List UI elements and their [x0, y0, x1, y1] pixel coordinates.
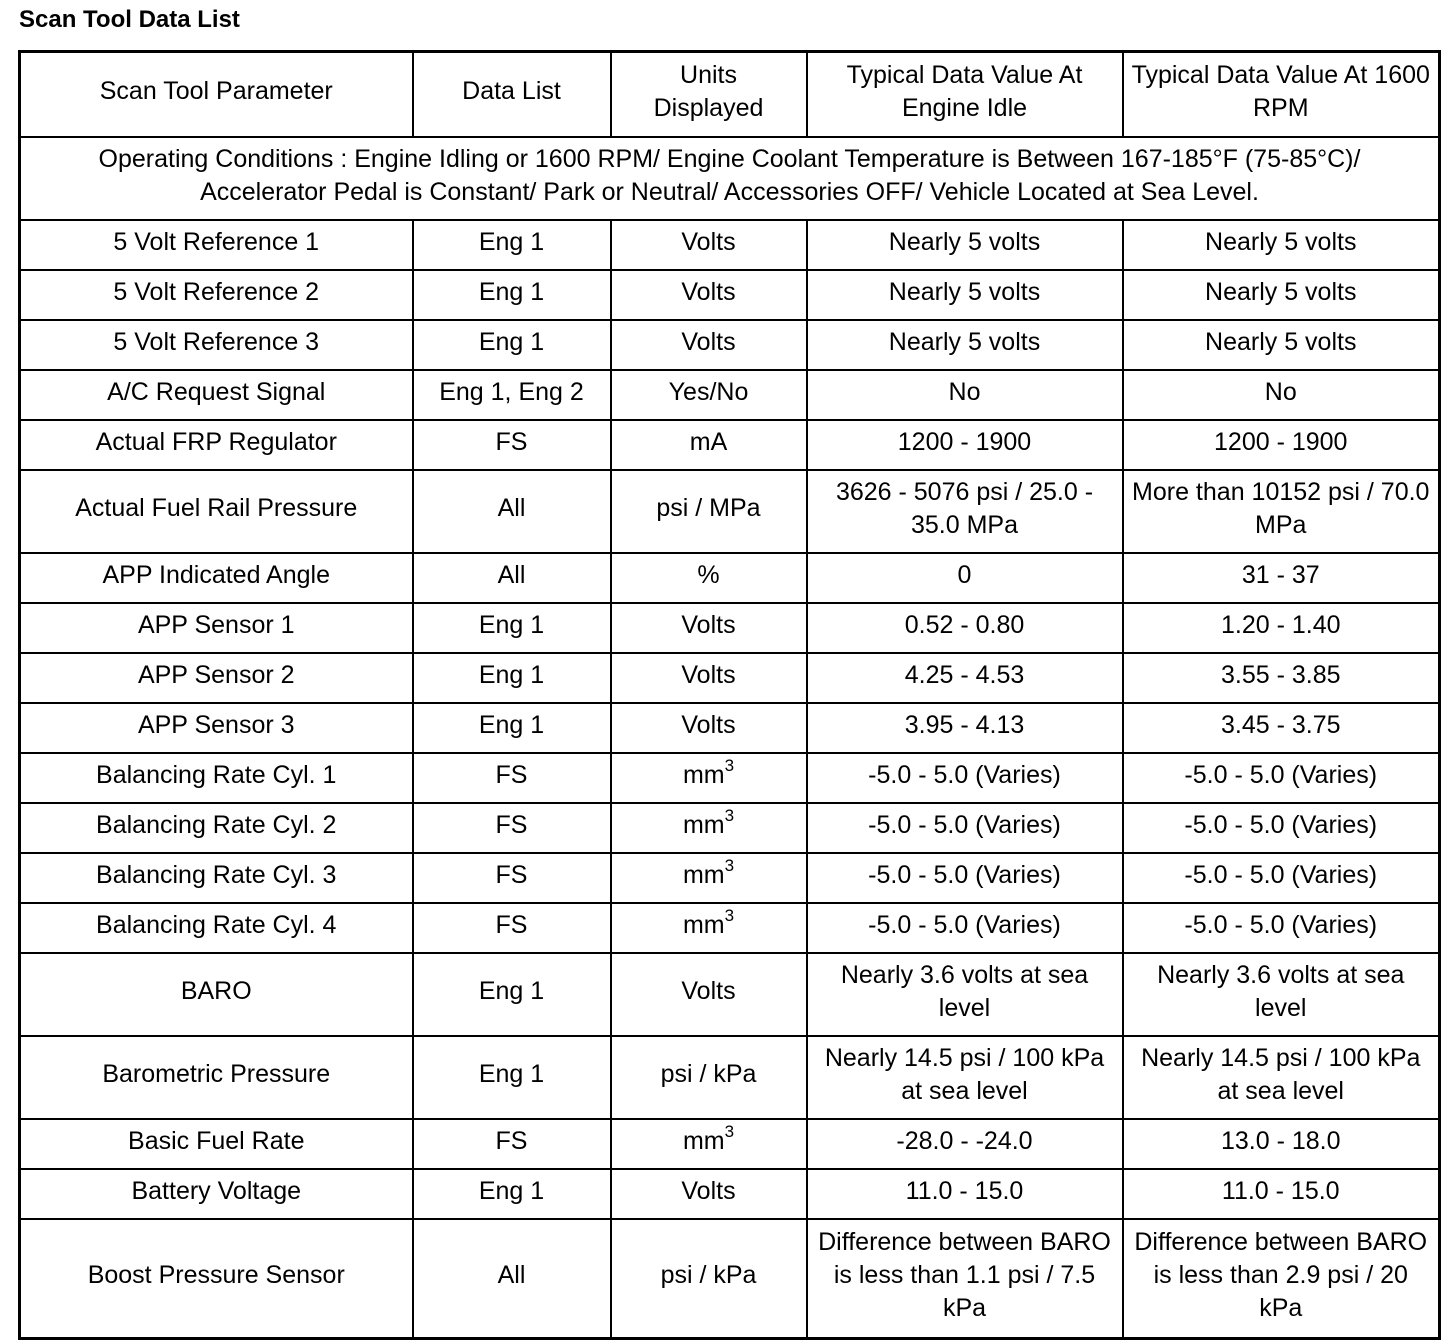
cell-rpm1600: 1200 - 1900 [1123, 420, 1440, 470]
cell-idle: 1200 - 1900 [807, 420, 1123, 470]
scan-tool-data-table [18, 50, 1441, 1340]
cell-idle: 3626 - 5076 psi / 25.0 - 35.0 MPa [807, 470, 1123, 553]
page-title: Scan Tool Data List [19, 6, 240, 33]
cell-rpm1600: -5.0 - 5.0 (Varies) [1123, 903, 1440, 953]
cell-units: Volts [611, 220, 807, 270]
cell-parameter: Balancing Rate Cyl. 2 [20, 803, 413, 853]
cell-data-list: FS [413, 853, 611, 903]
cell-parameter: Balancing Rate Cyl. 4 [20, 903, 413, 953]
table-row [20, 1119, 1440, 1169]
cell-parameter: Boost Pressure Sensor [20, 1219, 413, 1339]
cell-parameter: Basic Fuel Rate [20, 1119, 413, 1169]
cubic-superscript: 3 [724, 1122, 735, 1142]
cell-data-list: Eng 1 [413, 320, 611, 370]
table-row [20, 603, 1440, 653]
cell-idle: Nearly 5 volts [807, 220, 1123, 270]
cell-data-list: Eng 1 [413, 703, 611, 753]
cell-data-list: Eng 1 [413, 653, 611, 703]
cell-rpm1600: 3.45 - 3.75 [1123, 703, 1440, 753]
cell-data-list: Eng 1 [413, 220, 611, 270]
cell-data-list: FS [413, 803, 611, 853]
header-units: Units Displayed [611, 52, 807, 138]
cell-units: $mm^3$ [611, 1119, 807, 1169]
cell-rpm1600: More than 10152 psi / 70.0 MPa [1123, 470, 1440, 553]
table-row [20, 420, 1440, 470]
cell-idle: -5.0 - 5.0 (Varies) [807, 803, 1123, 853]
cell-units: Volts [611, 1169, 807, 1219]
cell-rpm1600: Nearly 5 volts [1123, 220, 1440, 270]
cell-parameter: Barometric Pressure [20, 1036, 413, 1119]
cell-idle: Difference between BARO is less than 1.1 psi / 7.5 kPa [807, 1219, 1123, 1339]
cell-idle: Nearly 5 volts [807, 320, 1123, 370]
cell-data-list: Eng 1 [413, 953, 611, 1036]
cell-rpm1600: 11.0 - 15.0 [1123, 1169, 1440, 1219]
cell-parameter: Balancing Rate Cyl. 3 [20, 853, 413, 903]
cell-data-list: FS [413, 420, 611, 470]
cell-idle: No [807, 370, 1123, 420]
cell-data-list: All [413, 470, 611, 553]
cell-data-list: FS [413, 903, 611, 953]
cubic-superscript: 3 [724, 806, 735, 826]
table-row [20, 953, 1440, 1036]
cell-parameter: Balancing Rate Cyl. 1 [20, 753, 413, 803]
table-row [20, 220, 1440, 270]
cell-parameter: Battery Voltage [20, 1169, 413, 1219]
cell-units: mA [611, 420, 807, 470]
cell-parameter: APP Sensor 2 [20, 653, 413, 703]
cell-rpm1600: 13.0 - 18.0 [1123, 1119, 1440, 1169]
cell-parameter: A/C Request Signal [20, 370, 413, 420]
cell-data-list: All [413, 1219, 611, 1339]
cell-parameter: APP Sensor 1 [20, 603, 413, 653]
header-1600rpm-value: Typical Data Value At 1600 RPM [1123, 52, 1440, 138]
table-row [20, 470, 1440, 553]
cell-data-list: All [413, 553, 611, 603]
cell-data-list: Eng 1 [413, 1036, 611, 1119]
table-row [20, 853, 1440, 903]
cell-data-list: Eng 1 [413, 1169, 611, 1219]
cell-parameter: 5 Volt Reference 1 [20, 220, 413, 270]
table-row [20, 553, 1440, 603]
cell-idle: Nearly 3.6 volts at sea level [807, 953, 1123, 1036]
cell-rpm1600: 1.20 - 1.40 [1123, 603, 1440, 653]
table-row [20, 653, 1440, 703]
cell-rpm1600: Nearly 5 volts [1123, 320, 1440, 370]
cell-rpm1600: Difference between BARO is less than 2.9 psi / 20 kPa [1123, 1219, 1440, 1339]
cell-units: psi / kPa [611, 1036, 807, 1119]
table-row [20, 903, 1440, 953]
cell-units: Volts [611, 603, 807, 653]
cell-units: $mm^3$ [611, 903, 807, 953]
cell-data-list: Eng 1, Eng 2 [413, 370, 611, 420]
header-row [20, 52, 1440, 138]
cell-idle: 4.25 - 4.53 [807, 653, 1123, 703]
cell-units: psi / MPa [611, 470, 807, 553]
header-idle-value: Typical Data Value At Engine Idle [807, 52, 1123, 138]
cell-units: Yes/No [611, 370, 807, 420]
cell-units: $mm^3$ [611, 753, 807, 803]
cell-units: Volts [611, 953, 807, 1036]
cell-idle: -28.0 - -24.0 [807, 1119, 1123, 1169]
header-parameter: Scan Tool Parameter [20, 52, 413, 138]
cell-units: Volts [611, 270, 807, 320]
table-row [20, 370, 1440, 420]
cell-data-list: FS [413, 753, 611, 803]
cell-idle: 0.52 - 0.80 [807, 603, 1123, 653]
cell-units: % [611, 553, 807, 603]
cell-parameter: 5 Volt Reference 2 [20, 270, 413, 320]
cell-units: psi / kPa [611, 1219, 807, 1339]
cell-parameter: Actual Fuel Rail Pressure [20, 470, 413, 553]
cell-units: Volts [611, 653, 807, 703]
table-row [20, 753, 1440, 803]
cell-parameter: 5 Volt Reference 3 [20, 320, 413, 370]
cell-idle: 0 [807, 553, 1123, 603]
table-row [20, 270, 1440, 320]
cell-units: $mm^3$ [611, 803, 807, 853]
cell-idle: -5.0 - 5.0 (Varies) [807, 853, 1123, 903]
table-row [20, 703, 1440, 753]
cell-rpm1600: Nearly 3.6 volts at sea level [1123, 953, 1440, 1036]
cell-data-list: FS [413, 1119, 611, 1169]
cell-idle: Nearly 5 volts [807, 270, 1123, 320]
cell-idle: 11.0 - 15.0 [807, 1169, 1123, 1219]
header-data-list: Data List [413, 52, 611, 138]
cubic-superscript: 3 [724, 756, 735, 776]
cell-parameter: BARO [20, 953, 413, 1036]
cubic-superscript: 3 [724, 856, 735, 876]
cell-rpm1600: 3.55 - 3.85 [1123, 653, 1440, 703]
cubic-superscript: 3 [724, 906, 735, 926]
cell-rpm1600: Nearly 14.5 psi / 100 kPa at sea level [1123, 1036, 1440, 1119]
cell-data-list: Eng 1 [413, 270, 611, 320]
cell-rpm1600: No [1123, 370, 1440, 420]
cell-rpm1600: 31 - 37 [1123, 553, 1440, 603]
cell-idle: -5.0 - 5.0 (Varies) [807, 753, 1123, 803]
cell-idle: -5.0 - 5.0 (Varies) [807, 903, 1123, 953]
operating-conditions: Operating Conditions : Engine Idling or 1600 RPM/ Engine Coolant Temperature is Between 167-185°F (75-85°C)/ Accelerator Pedal is Constant/ Park or Neutral/ Accessories OFF/ Vehicle Located at Sea Level. [20, 137, 1440, 220]
cell-idle: Nearly 14.5 psi / 100 kPa at sea level [807, 1036, 1123, 1119]
cell-rpm1600: -5.0 - 5.0 (Varies) [1123, 803, 1440, 853]
cell-units: Volts [611, 703, 807, 753]
cell-rpm1600: -5.0 - 5.0 (Varies) [1123, 853, 1440, 903]
table-row [20, 803, 1440, 853]
operating-conditions-row [20, 137, 1440, 220]
table-row [20, 1036, 1440, 1119]
cell-parameter: APP Indicated Angle [20, 553, 413, 603]
cell-units: Volts [611, 320, 807, 370]
cell-parameter: Actual FRP Regulator [20, 420, 413, 470]
cell-data-list: Eng 1 [413, 603, 611, 653]
cell-units: $mm^3$ [611, 853, 807, 903]
cell-rpm1600: Nearly 5 volts [1123, 270, 1440, 320]
table-row [20, 320, 1440, 370]
table-row [20, 1219, 1440, 1339]
cell-parameter: APP Sensor 3 [20, 703, 413, 753]
table-row [20, 1169, 1440, 1219]
cell-rpm1600: -5.0 - 5.0 (Varies) [1123, 753, 1440, 803]
cell-idle: 3.95 - 4.13 [807, 703, 1123, 753]
